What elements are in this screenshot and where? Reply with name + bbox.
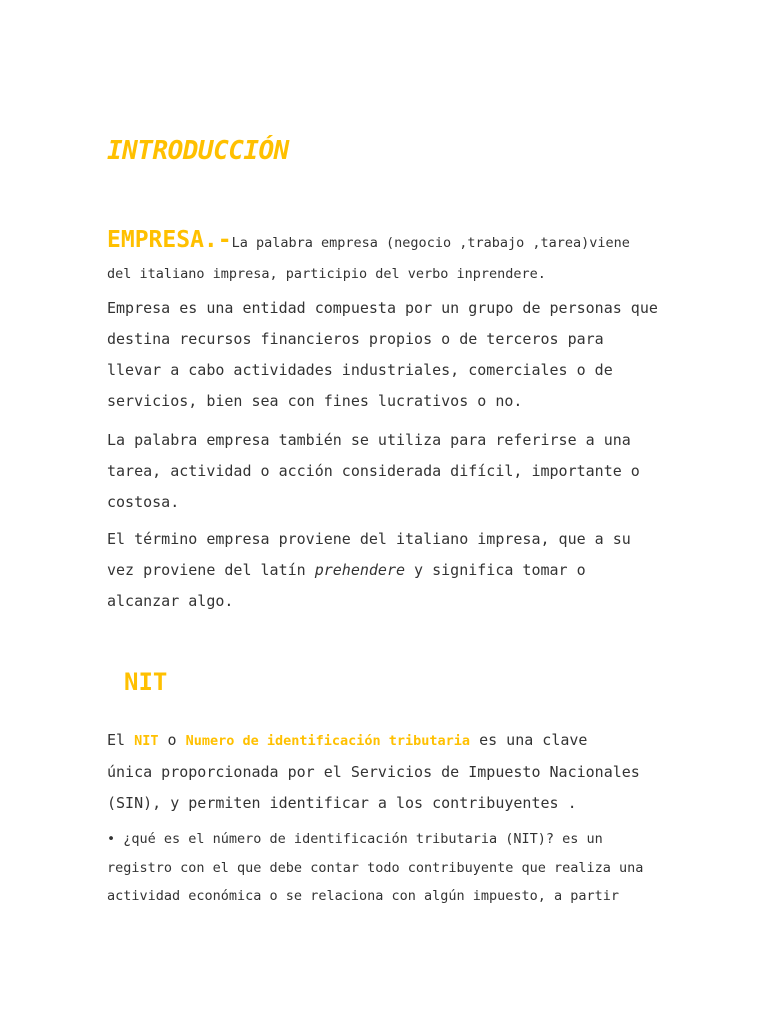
text-line [107, 725, 687, 757]
text-fragment: vez proviene del latín [107, 561, 315, 579]
text-line: única proporcionada por el Servicios de Impuesto Nacionales [107, 763, 640, 781]
text-fragment: es una clave [470, 731, 588, 749]
empresa-heading: EMPRESA.- [107, 227, 232, 253]
text-line: servicios, bien sea con fines lucrativos o no. [107, 392, 523, 410]
text-line: destina recursos financieros propios o de terceros para [107, 330, 604, 348]
text-line: costosa. [107, 493, 180, 511]
paragraph-empresa-origin [107, 524, 677, 617]
text-line: alcanzar algo. [107, 592, 234, 610]
nit-term: NIT [134, 733, 159, 749]
text-fragment: o [158, 731, 186, 749]
intro-text-line2: del italiano impresa, participio del verbo inprendere. [107, 266, 546, 282]
intro-text: La palabra empresa (negocio ,trabajo ,tarea)viene [231, 235, 630, 251]
text-line: • ¿qué es el número de identificación tributaria (NIT)? es un [107, 831, 603, 847]
nit-heading: NIT [124, 668, 168, 696]
text-line: actividad económica o se relaciona con algún impuesto, a partir [107, 888, 620, 904]
paragraph-nit-definition [107, 725, 687, 819]
nit-full-term: Numero de identificación tributaria [185, 733, 471, 749]
text-line: registro con el que debe contar todo contribuyente que realiza una [107, 859, 644, 876]
paragraph-nit-question [107, 825, 707, 911]
text-line: (SIN), y permiten identificar a los contribuyentes . [107, 794, 577, 812]
text-fragment: y significa tomar o [405, 561, 586, 579]
page-title: INTRODUCCIÓN [107, 136, 289, 166]
text-line: tarea, actividad o acción considerada difícil, importante o [107, 462, 640, 480]
text-line: El término empresa proviene del italiano impresa, que a su [107, 530, 631, 548]
latin-word: prehendere [314, 561, 406, 579]
text-fragment: El [107, 731, 135, 749]
empresa-intro-line [107, 225, 677, 259]
text-line [107, 555, 677, 586]
paragraph-empresa-definition [107, 293, 677, 417]
empresa-intro [107, 225, 677, 290]
paragraph-empresa-usage [107, 425, 677, 518]
text-line: Empresa es una entidad compuesta por un grupo de personas que [107, 299, 658, 317]
text-line: La palabra empresa también se utiliza para referirse a una [107, 431, 631, 449]
text-line: llevar a cabo actividades industriales, comerciales o de [107, 361, 613, 379]
